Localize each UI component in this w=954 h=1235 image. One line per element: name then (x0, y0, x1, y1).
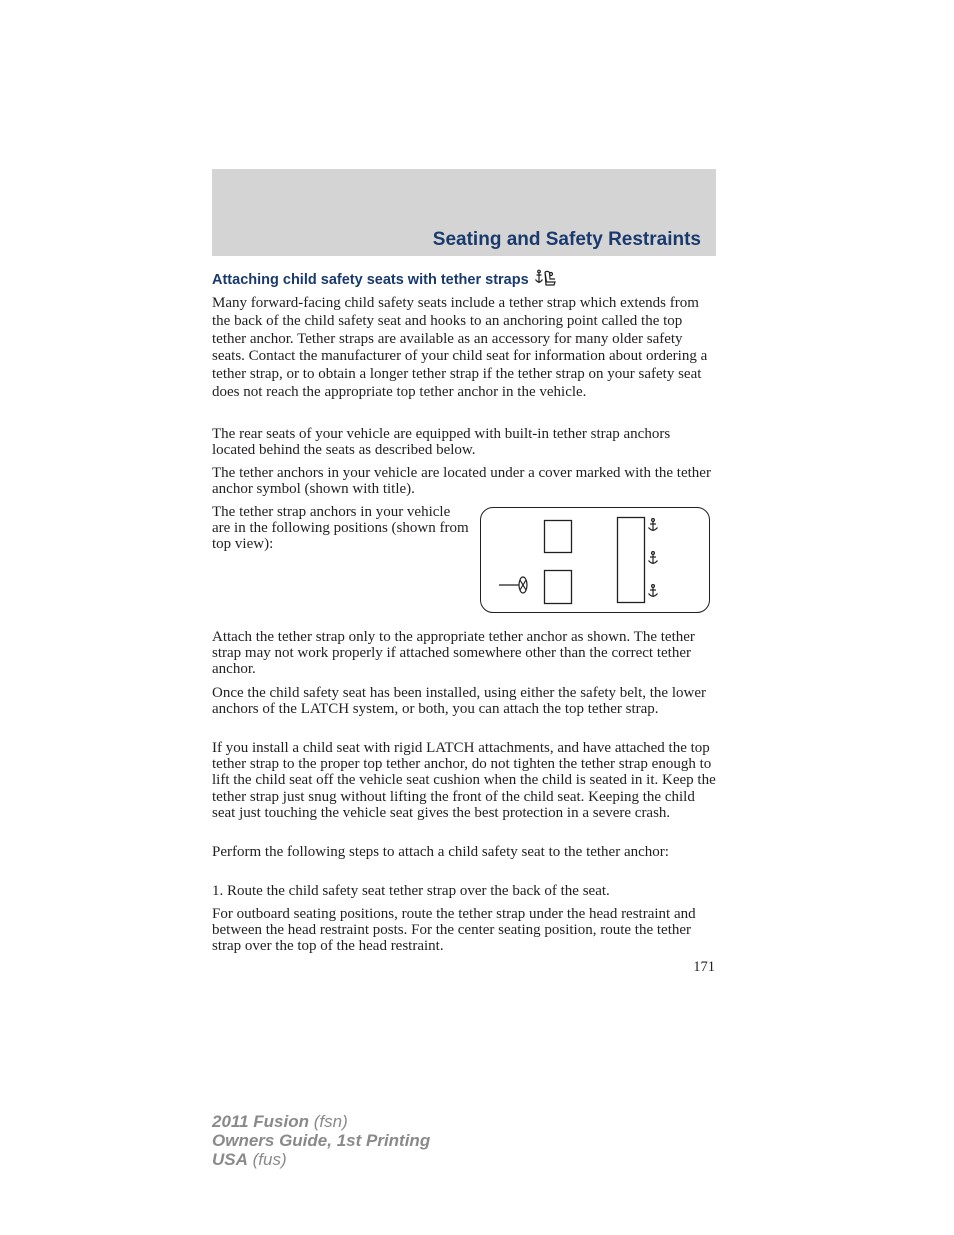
footer-guide: Owners Guide, 1st Printing (212, 1131, 431, 1150)
front-seat-left (545, 521, 572, 553)
paragraph-9: 1. Route the child safety seat tether strap over the back of the seat. (212, 883, 610, 899)
paragraph-5: Attach the tether strap only to the appropriate tether anchor as shown. The tether strap may not work properly if attached somewhere other than the correct tether anchor. (212, 629, 695, 678)
paragraph-7: If you install a child seat with rigid LATCH attachments, and have attached the top tether strap to the proper top tether anchor, do not tighten the tether strap enough to lift the child seat off the vehicle seat cushion when the child is seated in it. Keep the tether strap just snug without lifting the front of the child seat. Keeping the child seat just touching the vehicle seat gives the best protection in a severe crash. (212, 740, 716, 821)
footer-market: USA (212, 1150, 248, 1169)
rear-seat-bench (618, 518, 645, 603)
steering-wheel-icon (499, 577, 527, 593)
paragraph-4: The tether strap anchors in your vehicle are in the following positions (shown from top view): (212, 504, 469, 553)
tether-anchor-position-diagram (480, 507, 710, 613)
front-seat-driver (545, 571, 572, 604)
subheading (212, 268, 558, 288)
paragraph-6: Once the child safety seat has been installed, using either the safety belt, the lower anchors of the LATCH system, or both, you can attach the top tether strap. (212, 685, 706, 718)
footer (212, 1112, 430, 1169)
section-title: Seating and Safety Restraints (432, 229, 701, 250)
footer-market-code: (fus) (252, 1150, 287, 1169)
paragraph-8: Perform the following steps to attach a child safety seat to the tether anchor: (212, 844, 669, 860)
paragraph-10: For outboard seating positions, route the tether strap under the head restraint and between the head restraint posts. For the center seating position, route the tether strap over the top of the head restraint. (212, 906, 696, 955)
paragraph-2: The rear seats of your vehicle are equipped with built-in tether strap anchors located behind the seats as described below. (212, 426, 671, 459)
footer-model: 2011 Fusion (212, 1112, 309, 1131)
anchor-icon (649, 519, 658, 531)
tether-anchor-child-seat-icon (534, 268, 558, 288)
subheading-text: Attaching child safety seats with tether straps (212, 272, 529, 288)
section-header-band (212, 169, 716, 256)
footer-model-code: (fsn) (313, 1112, 348, 1131)
anchor-icon (649, 552, 658, 564)
paragraph-3: The tether anchors in your vehicle are located under a cover marked with the tether anchor symbol (shown with title). (212, 465, 711, 498)
paragraph-1: Many forward-facing child safety seats include a tether strap which extends from the back of the child safety seat and hooks to an anchoring point called the top tether anchor. Tether straps are available as an accessory for many older safety seats. Contact the manufacturer of your child seat for information about ordering a tether strap, or to obtain a longer tether strap if the tether strap on your safety seat does not reach the appropriate top tether anchor in the vehicle. (212, 295, 708, 400)
anchor-icon (649, 585, 658, 597)
page-number: 171 (693, 959, 715, 975)
